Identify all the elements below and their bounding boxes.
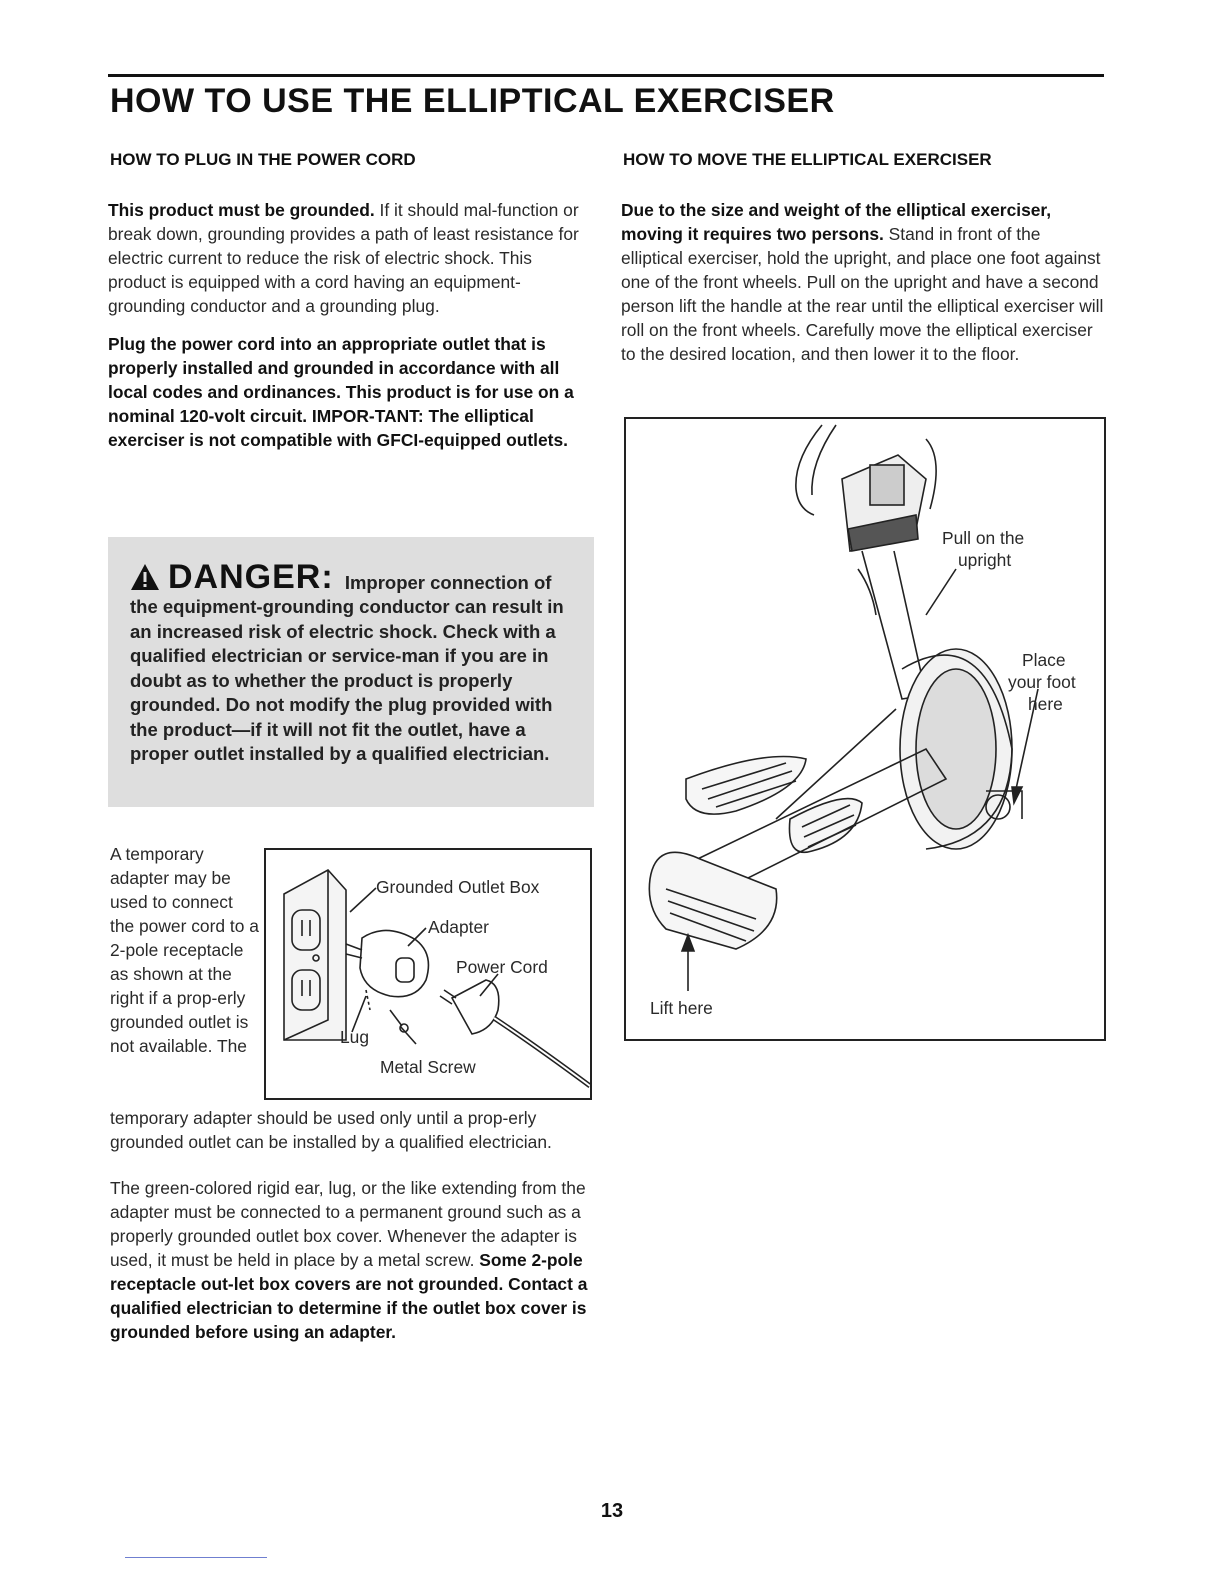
grounding-body: If it should mal-function or break down, grounding provides a path of least resistance for electric current to reduce the risk of electric shock. This product is equipped with a cord having an equipment-grounding conductor and a grounding plug. xyxy=(108,200,579,316)
label-place-line1: Place xyxy=(1022,650,1066,670)
label-place-line3: here xyxy=(1028,694,1063,714)
label-place-line2: your foot xyxy=(1008,672,1076,692)
page-title: HOW TO USE THE ELLIPTICAL EXERCISER xyxy=(110,82,835,120)
label-pull-line2: upright xyxy=(958,550,1012,570)
adapter-side-text: A temporary adapter may be used to connect the power cord to a 2-pole receptacle as shown at the right if a prop-erly grounded outlet is not available. The xyxy=(110,844,259,1056)
adapter-continued-text xyxy=(110,1106,596,1344)
move-lead: Due to the size and weight of the elliptical exerciser, moving it requires two persons. xyxy=(621,200,1052,244)
adapter-rest-paragraph: temporary adapter should be used only until a prop-erly grounded outlet can be installed by a qualified electrician. xyxy=(110,1108,552,1152)
plug-instructions: Plug the power cord into an appropriate outlet that is properly installed and grounded in accordance with all local codes and ordinances. This product is for use on a nominal 120-volt circuit. IMPOR-TANT: The elliptical exerciser is not compatible with GFCI-equipped outlets. xyxy=(108,334,574,450)
warning-triangle-icon xyxy=(130,562,160,592)
label-grounded-outlet-box: Grounded Outlet Box xyxy=(376,877,540,897)
adapter-figure xyxy=(264,848,592,1100)
label-adapter: Adapter xyxy=(428,917,489,937)
move-heading: HOW TO MOVE THE ELLIPTICAL EXERCISER xyxy=(623,150,992,169)
label-lift-here: Lift here xyxy=(650,998,713,1018)
danger-box xyxy=(108,537,594,807)
move-section xyxy=(621,150,1107,366)
grounding-paragraph xyxy=(108,198,594,318)
label-lug: Lug xyxy=(340,1027,370,1047)
lug-paragraph xyxy=(110,1176,596,1344)
label-pull-line1: Pull on the xyxy=(942,528,1025,548)
power-cord-section xyxy=(108,150,594,452)
label-metal-screw: Metal Screw xyxy=(380,1057,476,1077)
move-paragraph xyxy=(621,198,1107,366)
danger-label: DANGER: xyxy=(168,558,334,596)
page-number: 13 xyxy=(600,1500,624,1522)
elliptical-figure xyxy=(624,417,1106,1041)
danger-text: Improper connection of the equipment-grounding conductor can result in an increased risk of electric shock. Check with a qualified electrician or service-man if you are in doubt as to whether the product is properly grounded. Do not modify the plug provided with the product—if it will not fit the outlet, have a proper outlet installed by a qualified electrician. xyxy=(130,571,564,764)
lug-paragraph-warning: Some 2-pole receptacle out-let box covers are not grounded. Contact a qualified electrician to determine if the outlet box cover is grounded before using an adapter. xyxy=(110,1250,588,1342)
label-power-cord: Power Cord xyxy=(456,957,548,977)
title-rule xyxy=(108,74,1104,77)
power-cord-heading: HOW TO PLUG IN THE POWER CORD xyxy=(110,150,416,169)
lug-paragraph-body: The green-colored rigid ear, lug, or the like extending from the adapter must be connected to a permanent ground such as a properly grounded outlet box cover. Whenever the adapter is used, it must be held in place by a metal screw. xyxy=(110,1178,586,1270)
elliptical-illustration xyxy=(626,419,1104,1039)
grounding-lead: This product must be grounded. xyxy=(108,200,375,220)
move-body: Stand in front of the elliptical exerciser, hold the upright, and place one foot against one of the front wheels. Pull on the upright and have a second person lift the handle at the rear until the elliptical exerciser will roll on the front wheels. Carefully move the elliptical exerciser to the desired location, and then lower it to the floor. xyxy=(621,224,1104,364)
footer-line xyxy=(125,1557,267,1558)
danger-message xyxy=(130,559,572,767)
